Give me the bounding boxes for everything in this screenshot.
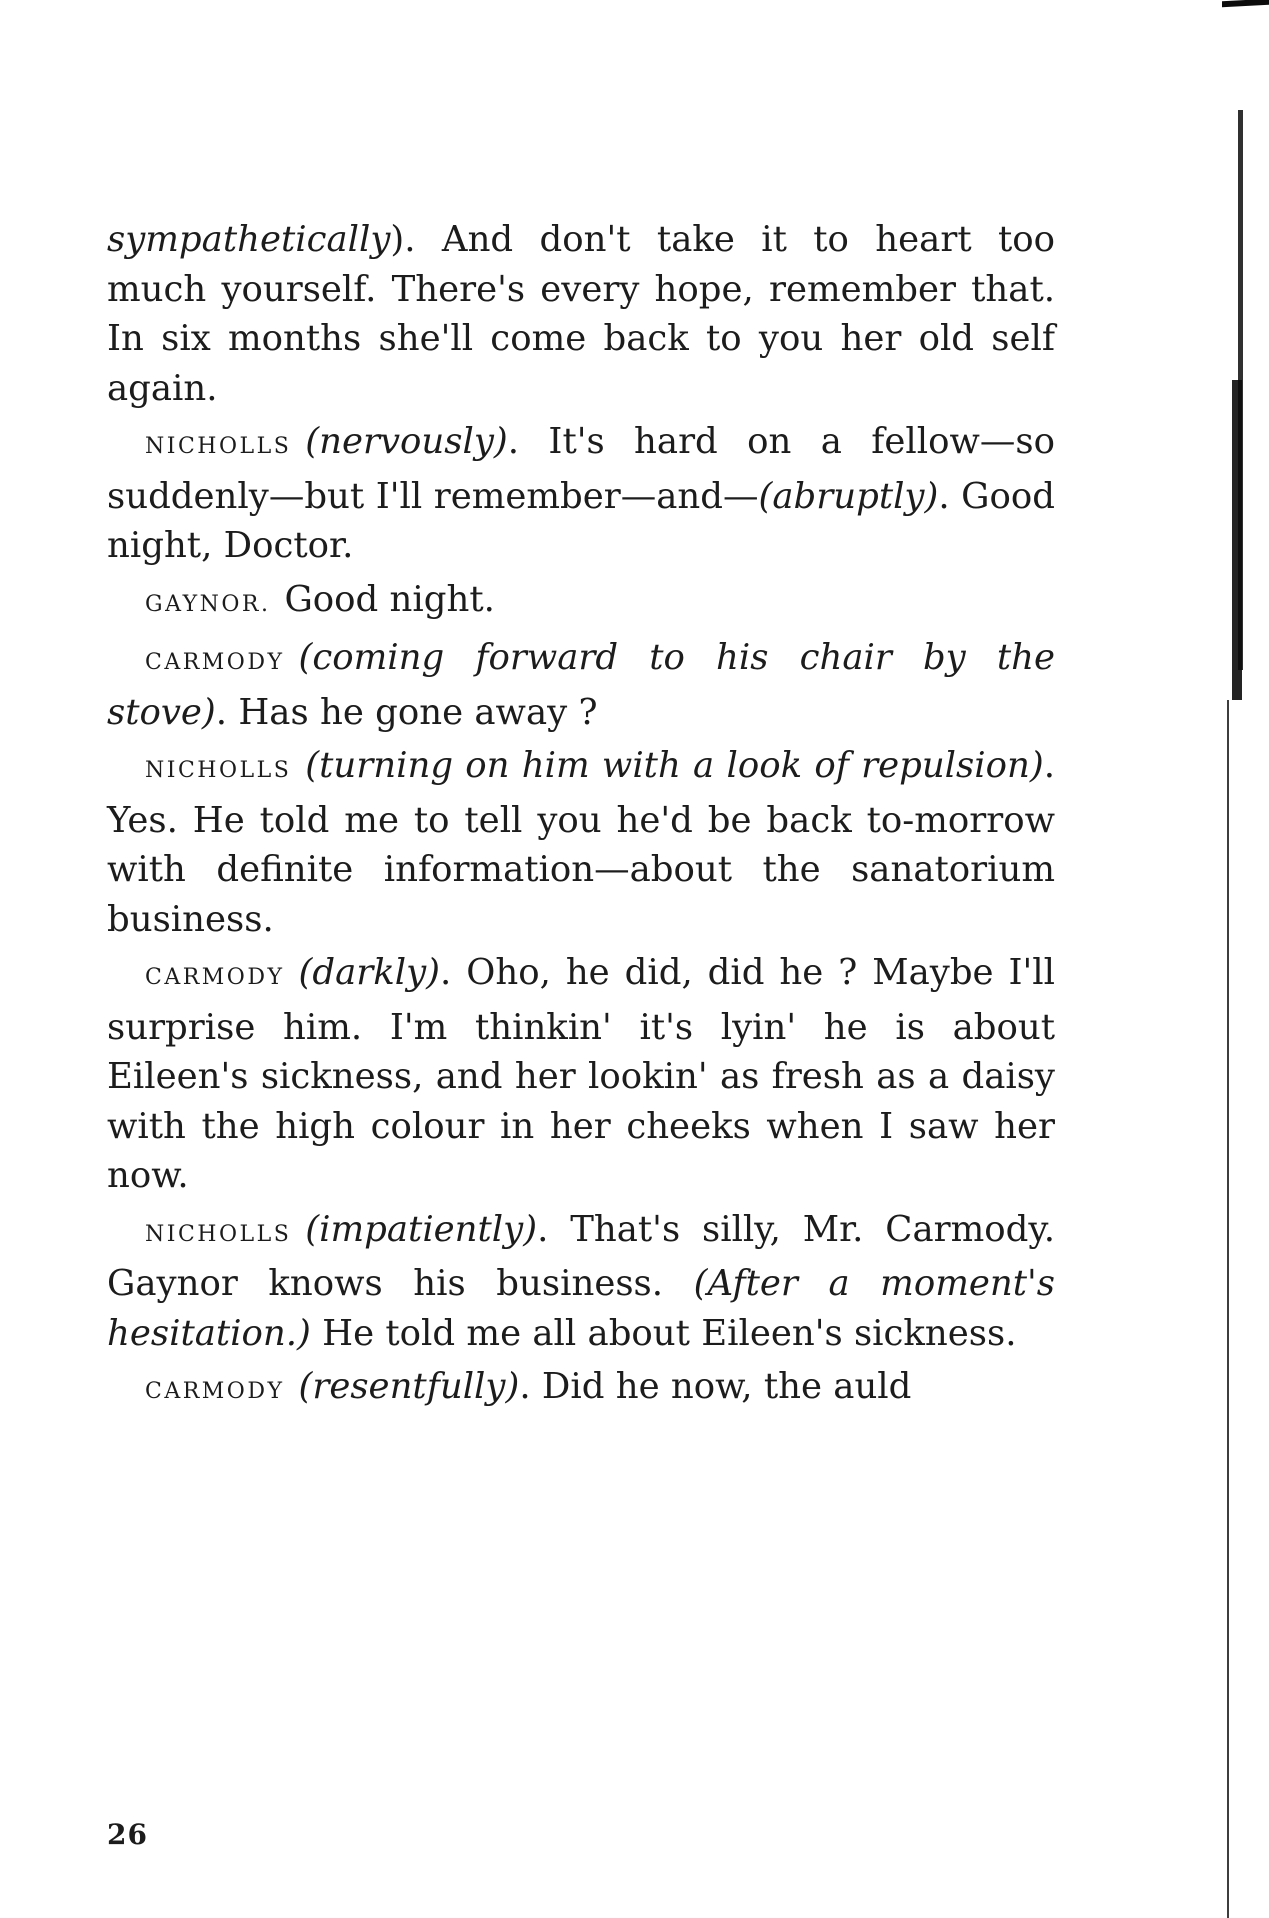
play-text [107, 215, 1055, 1421]
page-edge-line [1227, 700, 1229, 1918]
speech-gaynor [107, 575, 1055, 630]
speech-text: . It's hard on a fellow—so suddenly—but I'll remember—and— [107, 421, 1055, 517]
speech-text: . Good night, Doctor. [107, 475, 1055, 566]
stage-direction-inline: (nervously) [305, 421, 508, 462]
speech-nicholls [107, 417, 1055, 571]
speech-carmody [107, 948, 1055, 1201]
speaker-name: CARMODY [145, 1379, 285, 1404]
speech-nicholls [107, 1205, 1055, 1359]
speech-continued [107, 215, 1055, 413]
stage-direction-inline: (After a moment's hesitation.) [107, 1263, 1055, 1354]
stage-direction-inline: (coming forward to his chair by the stove) [107, 637, 1055, 733]
speech-text: . Has he gone away ? [215, 691, 598, 733]
speaker-name: CARMODY [145, 650, 285, 675]
speaker-name: GAYNOR. [145, 591, 271, 617]
stage-direction-inline: (darkly) [298, 952, 440, 993]
speech-text: . That's silly, Mr. Carmody. Gaynor knows his business. [107, 1208, 1055, 1304]
speech-carmody [107, 633, 1055, 737]
stage-direction-inline: (turning on him with a look of repulsion) [305, 745, 1044, 786]
page-edge-mark-top [1222, 0, 1269, 7]
speaker-name: NICHOLLS [145, 434, 292, 459]
speech-nicholls [107, 741, 1055, 944]
speaker-name: NICHOLLS [145, 1221, 292, 1247]
stage-direction-inline: (resentfully) [298, 1366, 520, 1407]
speech-text: . Oho, he did, did he ? Maybe I'll surprise him. I'm thinkin' it's lyin' he is about Eileen's sickness, and her lookin' as fresh as a daisy with the high colour in her cheeks when I saw her now. [107, 952, 1055, 1196]
speaker-name: CARMODY [145, 965, 285, 990]
speech-text: ). And don't take it to heart too much yourself. There's every hope, remember that. In six months she'll come back to you her old self again. [107, 219, 1055, 409]
page-number: 26 [107, 1818, 148, 1851]
speech-carmody [107, 1362, 1055, 1417]
speaker-name: NICHOLLS [145, 758, 292, 783]
stage-direction-inline: (impatiently) [305, 1208, 538, 1250]
speech-text: Good night. [284, 578, 495, 620]
speech-text: . Did he now, the auld [519, 1366, 912, 1407]
speech-text: . Yes. He told me to tell you he'd be back to-morrow with definite information—about the sanatorium business. [107, 745, 1055, 940]
stage-direction-inline: sympathetically [107, 219, 391, 260]
stage-direction-inline: (abruptly) [758, 475, 939, 517]
speech-text: He told me all about Eileen's sickness. [310, 1312, 1017, 1354]
page-edge-shadow-thick [1232, 380, 1242, 700]
